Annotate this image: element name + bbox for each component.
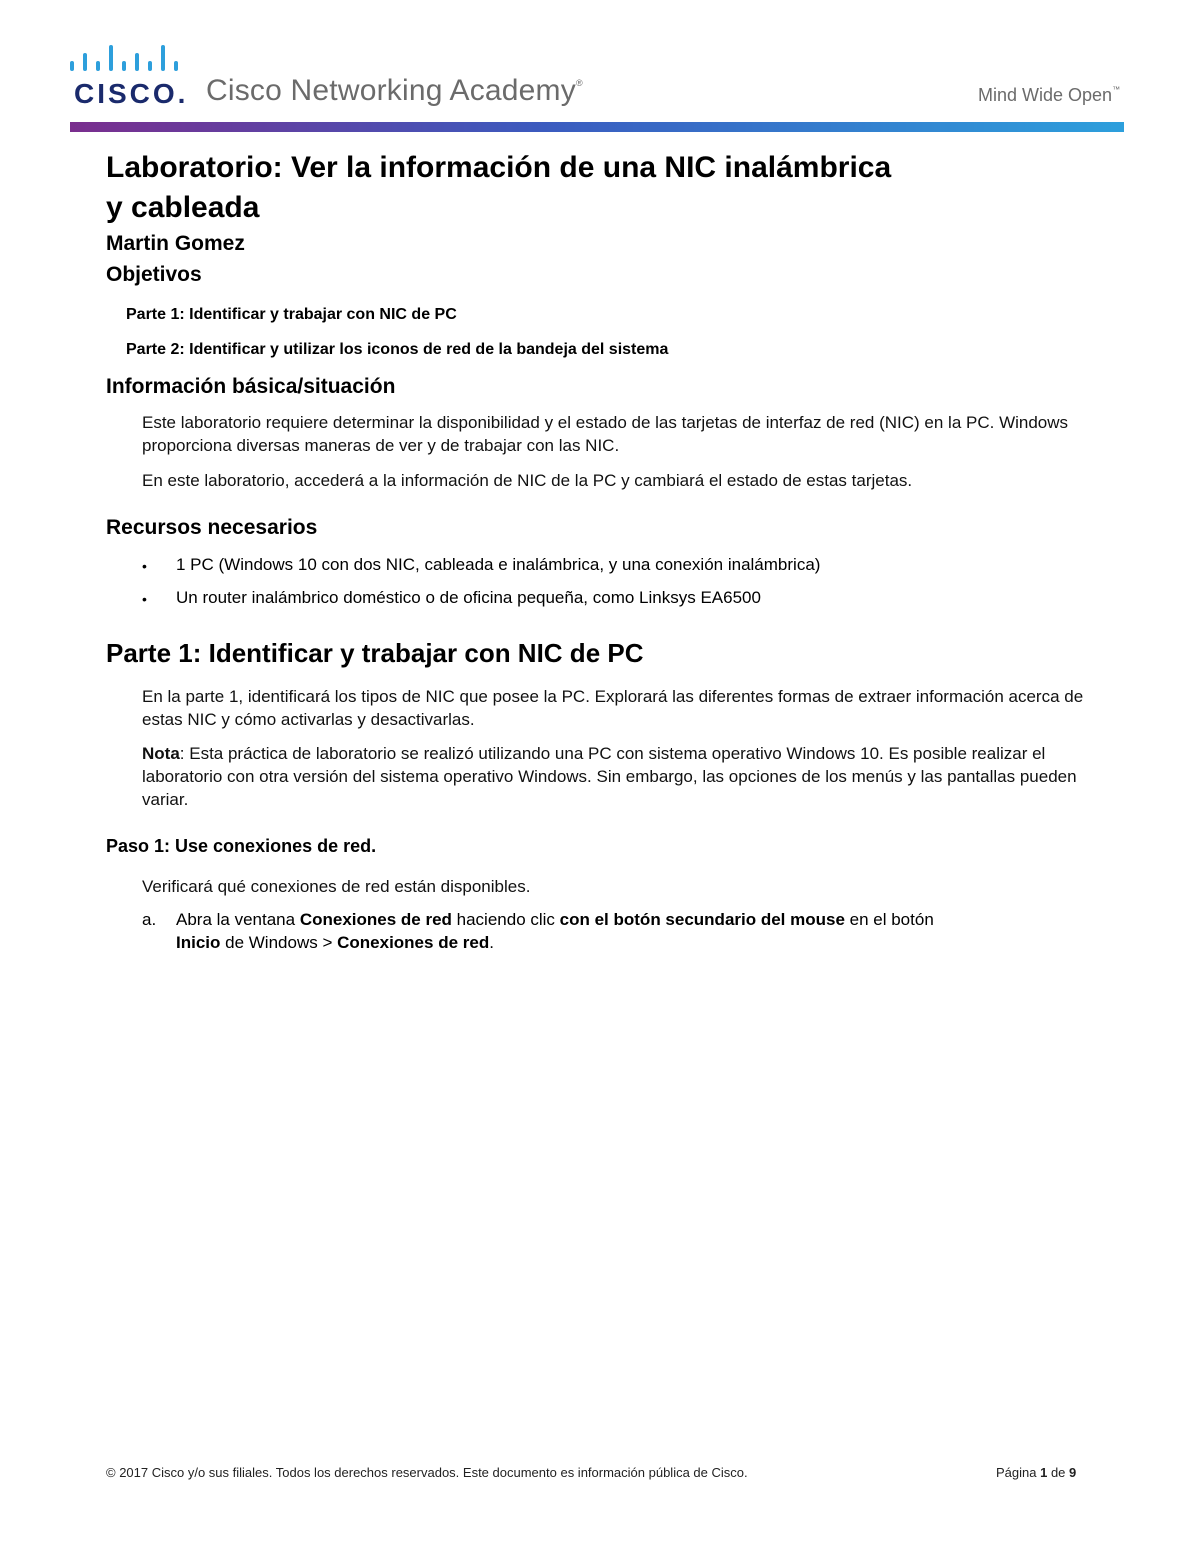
step-item-a xyxy=(142,908,1102,954)
heading-informacion-basica: Información básica/situación xyxy=(106,375,396,398)
step-letter: a. xyxy=(142,910,157,929)
step-text: Abra la ventana Conexiones de red haciendo clic con el botón secundario del mouse en el botón Inicio de Windows > Conexiones de red. xyxy=(176,910,934,952)
cisco-logo-wordmark: CISCO. xyxy=(74,78,189,109)
bullet-icon: • xyxy=(142,591,147,607)
heading-parte-1: Parte 1: Identificar y trabajar con NIC de PC xyxy=(106,638,644,668)
bullet-icon: • xyxy=(142,558,147,574)
heading-recursos: Recursos necesarios xyxy=(106,516,318,539)
academy-name: Cisco Networking Academy® xyxy=(206,74,583,107)
part1-paragraph: En la parte 1, identificará los tipos de NIC que posee la PC. Explorará las diferentes formas de extraer información acerca de estas NIC y cómo activarlas y desactivarlas. xyxy=(142,687,1084,729)
footer-copyright: © 2017 Cisco y/o sus filiales. Todos los derechos reservados. Este documento es información pública de Cisco. xyxy=(106,1465,748,1480)
paso1-intro: Verificará qué conexiones de red están disponibles. xyxy=(142,877,531,896)
heading-paso-1: Paso 1: Use conexiones de red. xyxy=(106,836,377,856)
list-item-text: 1 PC (Windows 10 con dos NIC, cableada e inalámbrica, y una conexión inalámbrica) xyxy=(176,555,821,574)
document-title: Laboratorio: Ver la información de una NIC inalámbrica y cableada xyxy=(106,151,892,224)
objective-item: Parte 1: Identificar y trabajar con NIC de PC xyxy=(126,306,457,323)
heading-objetivos: Objetivos xyxy=(106,263,202,286)
tagline: Mind Wide Open™ xyxy=(978,85,1121,105)
list-item xyxy=(142,588,761,610)
list-item-text: Un router inalámbrico doméstico o de oficina pequeña, como Linksys EA6500 xyxy=(176,588,761,607)
info-paragraph-1: Este laboratorio requiere determinar la disponibilidad y el estado de las tarjetas de interfaz de red (NIC) en la PC. Windows proporciona diversas maneras de ver y de trabajar con las NIC. xyxy=(142,413,1069,455)
note-paragraph xyxy=(142,742,1102,811)
note-label: Nota xyxy=(142,744,180,763)
brand-color-bar xyxy=(70,122,1124,132)
note-text: : Esta práctica de laboratorio se realizó utilizando una PC con sistema operativo Windows 10. Es posible realizar el laboratorio con otra versión del sistema operativo Windows. Sin embargo, las opciones de los menús y las pantallas pueden variar. xyxy=(142,744,1077,809)
cisco-logo-bars-icon xyxy=(68,45,180,75)
info-paragraph-2: En este laboratorio, accederá a la información de NIC de la PC y cambiará el estado de estas tarjetas. xyxy=(142,471,913,490)
list-item xyxy=(142,555,820,577)
footer-page-number: Página 1 de 9 xyxy=(996,1465,1077,1480)
objective-item: Parte 2: Identificar y utilizar los iconos de red de la bandeja del sistema xyxy=(126,341,669,358)
author-name: Martin Gomez xyxy=(106,232,245,255)
